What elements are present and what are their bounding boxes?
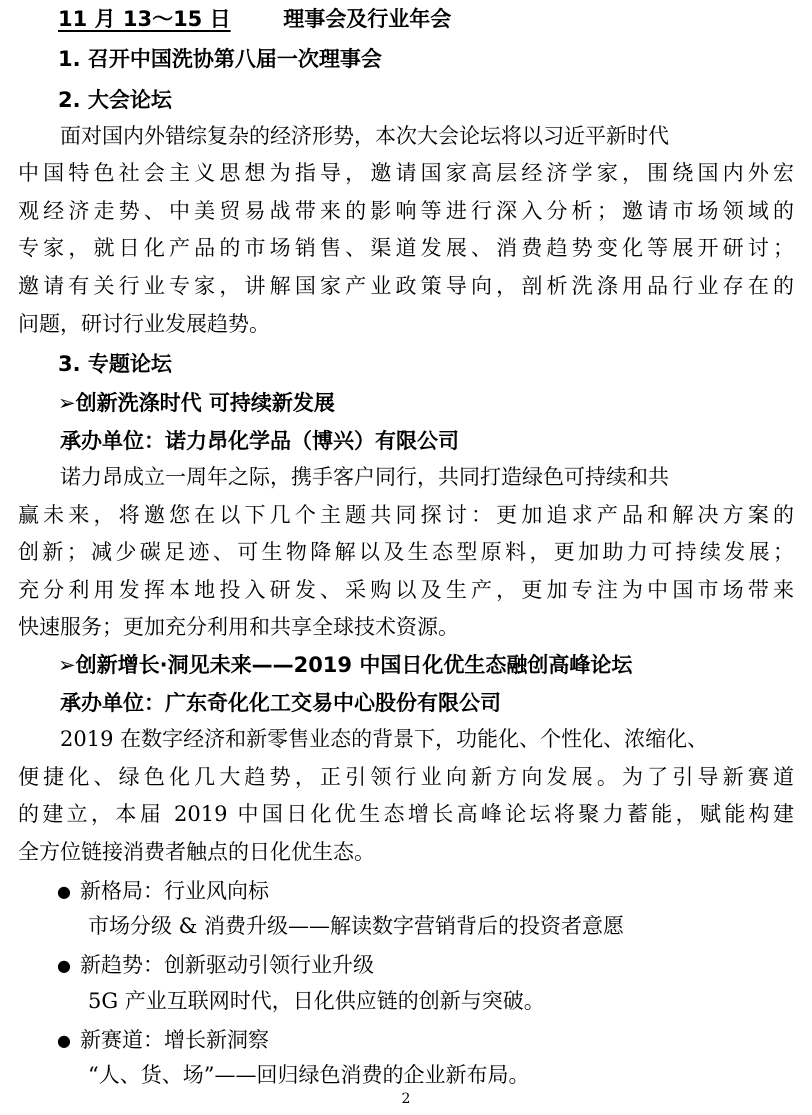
- bullet-title: 新格局：行业风向标: [80, 879, 269, 903]
- topic2-title: 创新增长·洞见未来——2019 中国日化优生态融创高峰论坛: [75, 653, 633, 677]
- bullet-title: 新赛道：增长新洞察: [80, 1028, 269, 1052]
- topic2-line: 便捷化、绿色化几大趋势，正引领行业向新方向发展。为了引导新赛道: [18, 765, 794, 789]
- topic1-title-line: [58, 388, 812, 418]
- section-heading-3: 3. 专题论坛: [58, 352, 172, 376]
- forum-line: 中国特色社会主义思想为指导，邀请国家高层经济学家，围绕国内外宏: [18, 161, 794, 185]
- forum-line: 邀请有关行业专家，讲解国家产业政策导向，剖析洗涤用品行业存在的: [18, 274, 794, 298]
- topic1-organizer: 承办单位：诺力昂化学品（博兴）有限公司: [60, 429, 459, 453]
- topic2-line: 2019 在数字经济和新零售业态的背景下，功能化、个性化、浓缩化、: [60, 727, 709, 751]
- bullet-dot-icon: ●: [57, 956, 71, 975]
- topic1-line: 赢未来，将邀您在以下几个主题共同探讨：更加追求产品和解决方案的: [18, 503, 794, 527]
- bullet-detail: 5G 产业互联网时代，日化供应链的创新与突破。: [88, 989, 545, 1013]
- forum-line: 专家，就日化产品的市场销售、渠道发展、消费趋势变化等展开研讨；: [18, 236, 794, 260]
- bullet-dot-icon: ●: [57, 1031, 71, 1050]
- section-heading-1: 1. 召开中国洗协第八届一次理事会: [58, 47, 382, 71]
- topic2-organizer: 承办单位：广东奇化化工交易中心股份有限公司: [60, 691, 501, 715]
- section-heading-2: 2. 大会论坛: [58, 88, 172, 112]
- topic1-line: 创新；减少碳足迹、可生物降解以及生态型原料，更加助力可持续发展；: [18, 540, 794, 564]
- forum-line: 面对国内外错综复杂的经济形势，本次大会论坛将以习近平新时代: [60, 124, 669, 148]
- bullet-dot-icon: ●: [57, 882, 71, 901]
- topic2-title-line: [58, 650, 812, 680]
- forum-line: 观经济走势、中美贸易战带来的影响等进行深入分析；邀请市场领域的: [18, 199, 794, 223]
- topic1-line: 诺力昂成立一周年之际，携手客户同行，共同打造绿色可持续和共: [60, 465, 669, 489]
- forum-line: 问题，研讨行业发展趋势。: [18, 312, 270, 336]
- header-line: [58, 4, 812, 34]
- topic2-line: 全方位链接消费者触点的日化优生态。: [18, 840, 375, 864]
- topic2-line: 的建立，本届 2019 中国日化优生态增长高峰论坛将聚力蓄能，赋能构建: [18, 802, 794, 826]
- topic1-title: 创新洗涤时代 可持续新发展: [75, 391, 335, 415]
- header-title: 理事会及行业年会: [283, 7, 452, 31]
- bullet-detail: “人、货、场”——回归绿色消费的企业新布局。: [88, 1063, 530, 1087]
- topic1-line: 充分利用发挥本地投入研发、采购以及生产，更加专注为中国市场带来: [18, 578, 794, 602]
- bullet-title: 新趋势：创新驱动引领行业升级: [80, 953, 374, 977]
- arrow-bullet-icon: ➢: [58, 653, 76, 677]
- topic1-line: 快速服务；更加充分利用和共享全球技术资源。: [18, 615, 459, 639]
- arrow-bullet-icon: ➢: [58, 391, 76, 415]
- page-number: 2: [401, 1091, 411, 1107]
- bullet-detail: 市场分级 & 消费升级——解读数字营销背后的投资者意愿: [88, 914, 625, 938]
- header-date: 11 月 13～15 日: [58, 7, 231, 31]
